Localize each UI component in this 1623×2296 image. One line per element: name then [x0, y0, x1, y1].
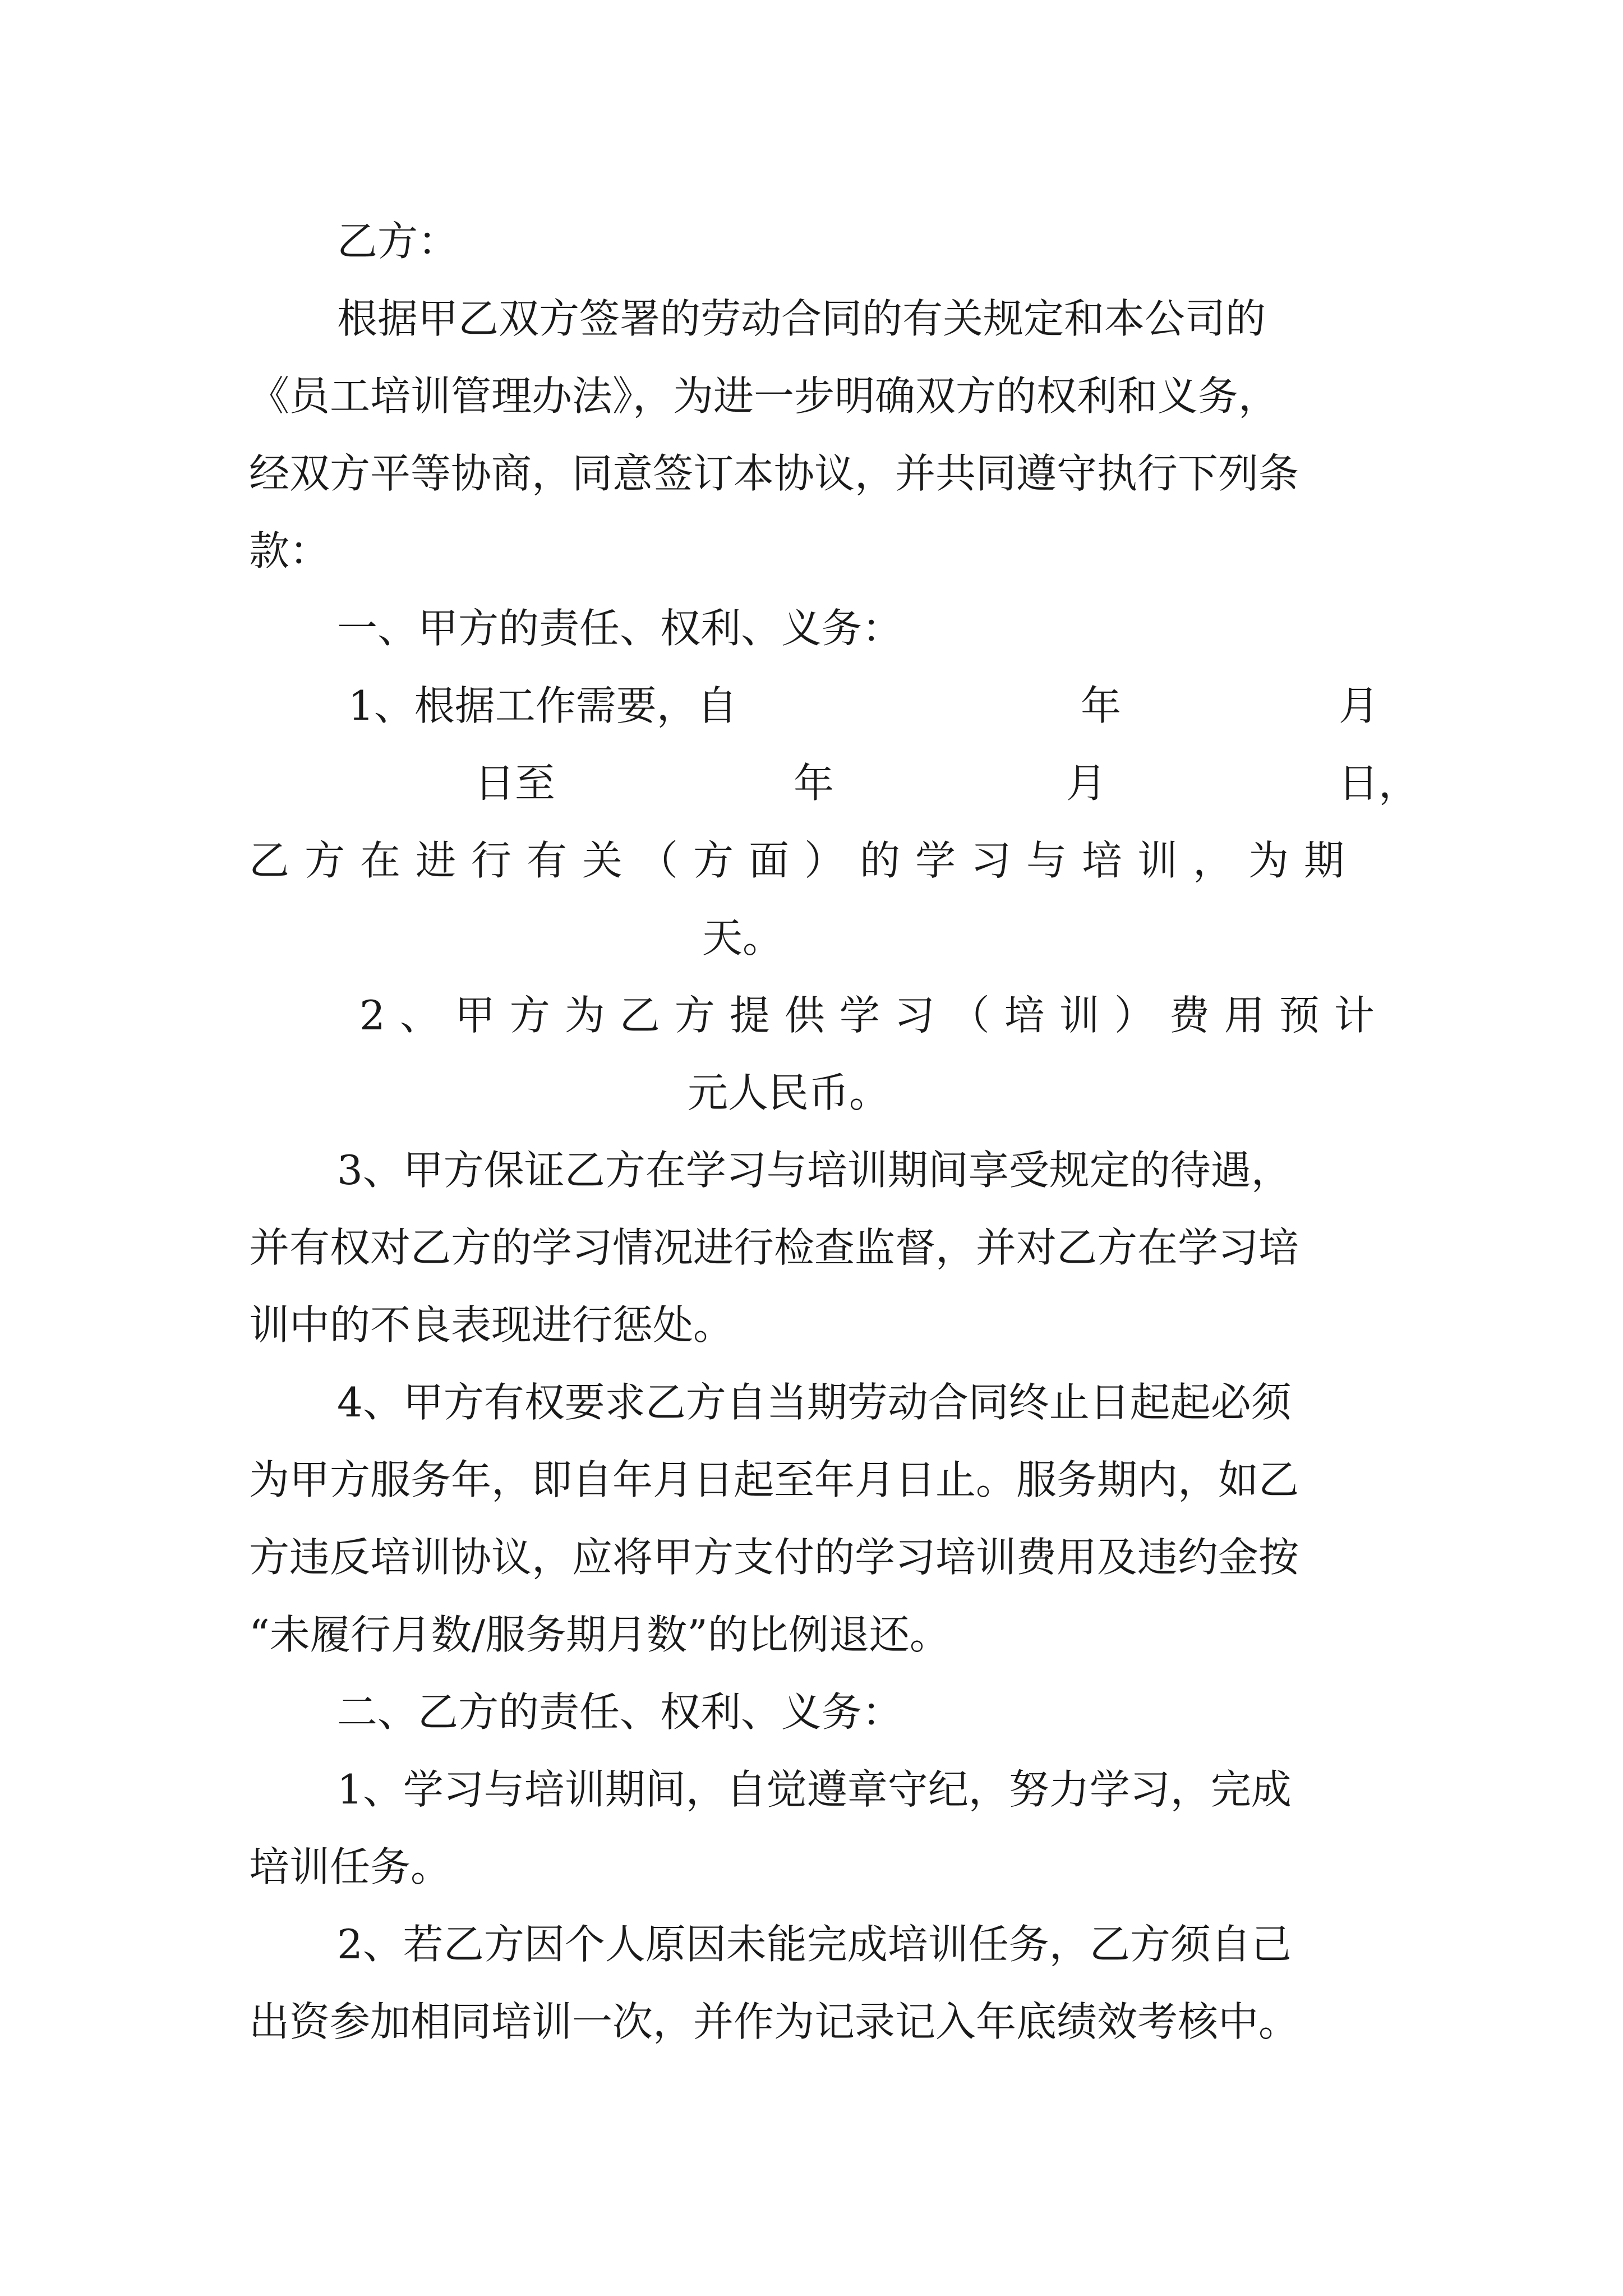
intro-line-4: 款：	[249, 527, 330, 574]
section2-item1-line-2: 培训任务。	[249, 1843, 451, 1890]
section2-item1-line-1: 1、学习与培训期间，自觉遵章守纪，努力学习，完成	[337, 1766, 1292, 1813]
section2-item2-line-2: 出资参加相同培训一次，并作为记录记入年底绩效考核中。	[249, 1998, 1299, 2045]
intro-line-2: 《员工培训管理办法》，为进一步明确双方的权利和义务，	[249, 372, 1279, 420]
item1-month-label: 月	[1339, 682, 1380, 729]
section2-item2-line-1: 2、若乙方因个人原因未能完成培训任务，乙方须自己	[337, 1921, 1292, 1968]
intro-line-1: 根据甲乙双方签署的劳动合同的有关规定和本公司的	[337, 295, 1266, 342]
section1-item3-line-2: 并有权对乙方的学习情况进行检查监督，并对乙方在学习培	[249, 1224, 1299, 1271]
section1-heading: 一、甲方的责任、权利、义务：	[337, 605, 903, 652]
item1-year-label: 年	[1081, 682, 1122, 729]
section2-heading: 二、乙方的责任、权利、义务：	[337, 1688, 903, 1736]
item1-month-label-2: 月	[1066, 760, 1107, 807]
party-b-label: 乙方：	[337, 218, 459, 265]
section1-item1-line-3: 乙方在进行有关（方面）的学习与培训，为期	[249, 837, 1360, 884]
section1-item3-line-1: 3、甲方保证乙方在学习与培训期间享受规定的待遇，	[337, 1147, 1292, 1194]
section1-item3-line-3: 训中的不良表现进行惩处。	[249, 1301, 734, 1349]
item1-day-to-label: 日至	[474, 760, 556, 807]
section1-item4-line-3: 方违反培训协议，应将甲方支付的学习培训费用及违约金按	[249, 1534, 1299, 1581]
section1-item2-line-1: 2、甲方为乙方提供学习（培训）费用预计	[359, 992, 1389, 1039]
section1-item4-line-2: 为甲方服务年，即自年月日起至年月日止。服务期内，如乙	[249, 1456, 1299, 1503]
intro-line-3: 经双方平等协商，同意签订本协议，并共同遵守执行下列条	[249, 450, 1299, 497]
section1-item4-line-1: 4、甲方有权要求乙方自当期劳动合同终止日起起必须	[337, 1379, 1292, 1426]
item1-year-label-2: 年	[794, 760, 834, 807]
section1-item4-line-4: “未履行月数/服务期月数”的比例退还。	[249, 1611, 950, 1658]
section1-item1-line-4: 天。	[702, 914, 783, 961]
item1-day-label-2: 日，	[1338, 760, 1419, 807]
item1-text-start: 1、根据工作需要，自	[348, 682, 737, 729]
section1-item2-line-2: 元人民币。	[688, 1069, 890, 1116]
